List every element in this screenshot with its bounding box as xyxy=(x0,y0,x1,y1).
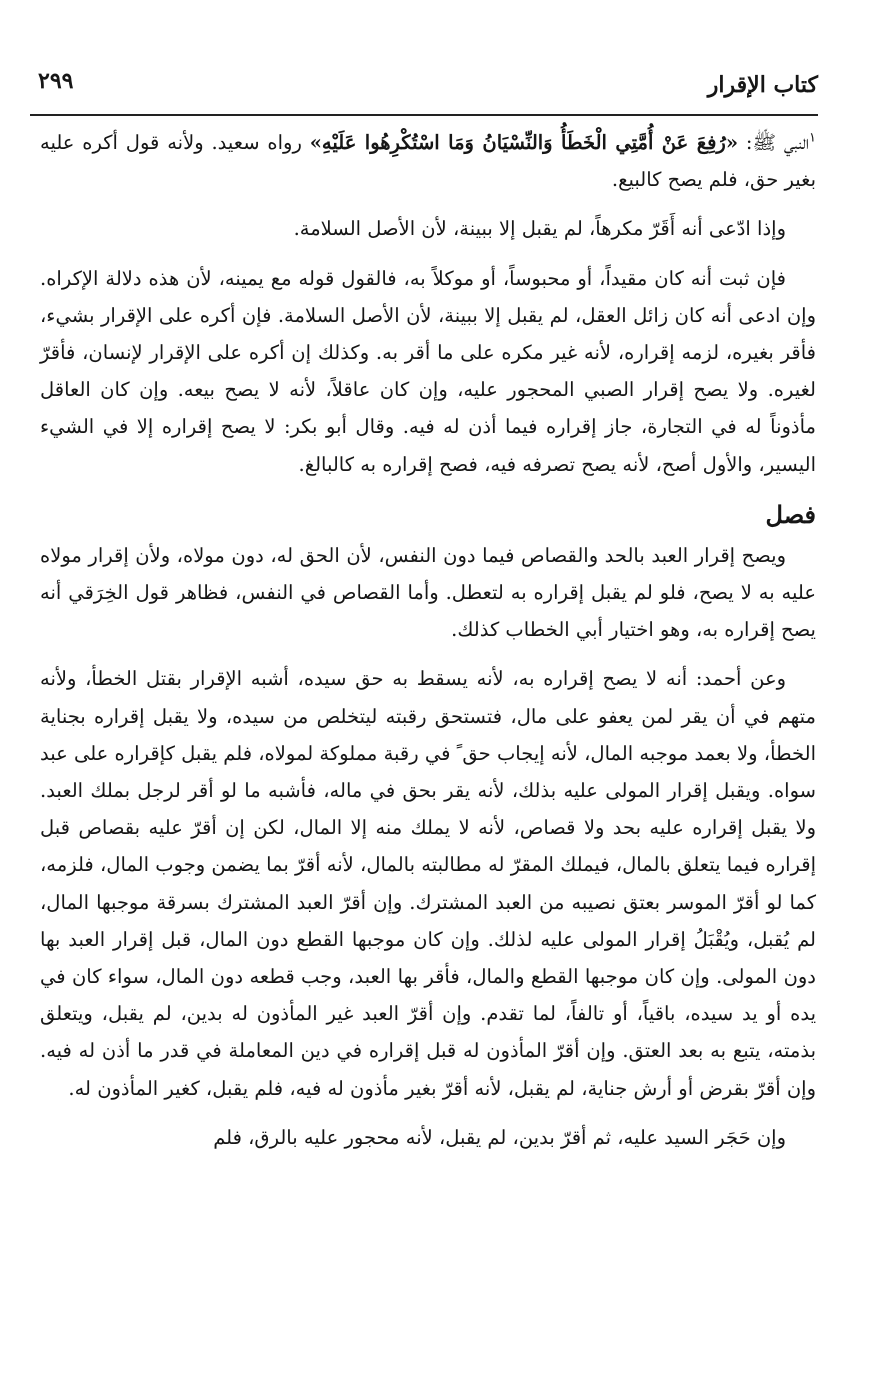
page-header xyxy=(30,58,818,108)
paragraph-6: وإن حَجَر السيد عليه، ثم أقرّ بدين، لم يقبل، لأنه محجور عليه بالرق، فلم xyxy=(213,1125,786,1149)
paragraph-2: وإذا ادّعى أنه أَقَرّ مكرهاً، لم يقبل إلا ببينة، لأن الأصل السلامة. xyxy=(293,217,786,241)
paragraph-1 xyxy=(40,124,816,198)
page-body xyxy=(40,124,816,1168)
paragraph-4: ويصح إقرار العبد بالحد والقصاص فيما دون النفس، لأن الحق له، دون مولاه، ولأن إقرار مولاه عليه به لا يصح، فلو لم يقبل إقراره به لتعطل. وأما القصاص في النفس، فظاهر قول الخِرَقي أنه يصح إقراره به، وهو اختيار أبي الخطاب كذلك. xyxy=(40,543,816,642)
hadith-quote: «رُفِعَ عَنْ أُمَّتِي الْخَطَأُ وَالنِّسْيَانُ وَمَا اسْتُكْرِهُوا عَلَيْهِ» xyxy=(309,131,739,154)
section-heading: فصل xyxy=(765,499,816,529)
page-number: ٢٩٩ xyxy=(38,68,74,94)
paragraph-3: فإن ثبت أنه كان مقيداً، أو محبوساً، أو موكلاً به، فالقول قوله مع يمينه، لأن هذه دلالة الإكراه. وإن ادعى أنه كان زائل العقل، لم يقبل إلا ببينة، لأن الأصل السلامة. فإن أكره على الإقرار بشيء، فأقر بغيره، لزمه إقراره، لأنه غير مكره على ما أقر به. وكذلك إن أكره على الإقرار لإنسان، فأقرّ لغيره. ولا يصح إقرار الصبي المحجور عليه، وإن كان عاقلاً، لأنه لا يصح بيعه. وإن كان العاقل مأذوناً له في التجارة، جاز إقراره فيما أذن له فيه. وقال أبو بكر: لا يصح إقراره إلا في الشيء اليسير، والأول أصح، لأنه يصح تصرفه فيه، فصح إقراره به كالبالغ. xyxy=(40,266,816,476)
header-rule xyxy=(30,114,818,116)
footnote-marker: ١ xyxy=(809,130,816,146)
paragraph-1-rest: رواه سعيد. ولأنه قول أكره عليه بغير حق، فلم يصح كالبيع. xyxy=(40,131,816,192)
paragraph-1-lead: النبي ﷺ: xyxy=(738,131,809,154)
running-title: كتاب الإقرار xyxy=(707,72,818,98)
paragraph-5: وعن أحمد: أنه لا يصح إقراره به، لأنه يسقط به حق سيده، أشبه الإقرار بقتل الخطأ، ولأنه متهم في أن يقر لمن يعفو على مال، فتستحق رقبته ليتخلص من سيده، ولا يقبل إقراره بجناية الخطأ، ولا بعمد موجبه المال، لأنه إيجاب حق ً في رقبة مملوكة لمولاه، فلم يقبل كإقراره على عبد سواه. ويقبل إقرار المولى عليه بذلك، لأنه يقر بحق في ماله، فأشبه ما لو أقر لرجل بملك العبد. ولا يقبل إقراره عليه بحد ولا قصاص، لأنه لا يملك منه إلا المال، لكن إن أقرّ عليه بقصاص قبل إقراره فيما يتعلق بالمال، فيملك المقرّ له مطالبته بالمال، لأنه أقرّ بما يضمن وجوب المال، فلزمه، كما لو أقرّ الموسر بعتق نصيبه من العبد المشترك. وإن أقرّ العبد المشترك بسرقة موجبها المال، لم يُقبل، ويُقْبَلُ إقرار المولى عليه لذلك. وإن كان موجبها القطع دون المال، قبل إقرار العبد بها دون المولى. وإن كان موجبها القطع والمال، فأقر بها العبد، وجب قطعه دون المال، سواء كان في يده أو يد سيده، باقياً، أو تالفاً، لما تقدم. وإن أقرّ العبد غير المأذون له بدين، لم يقبل، ويتعلق بذمته، يتبع به بعد العتق. وإن أقرّ المأذون له قبل إقراره في دين المعاملة في قدر ما أذن له فيه. وإن أقرّ بقرض أو أرش جناية، لم يقبل، لأنه أقرّ بغير مأذون له فيه، فلم يقبل، كغير المأذون له. xyxy=(40,667,816,1100)
